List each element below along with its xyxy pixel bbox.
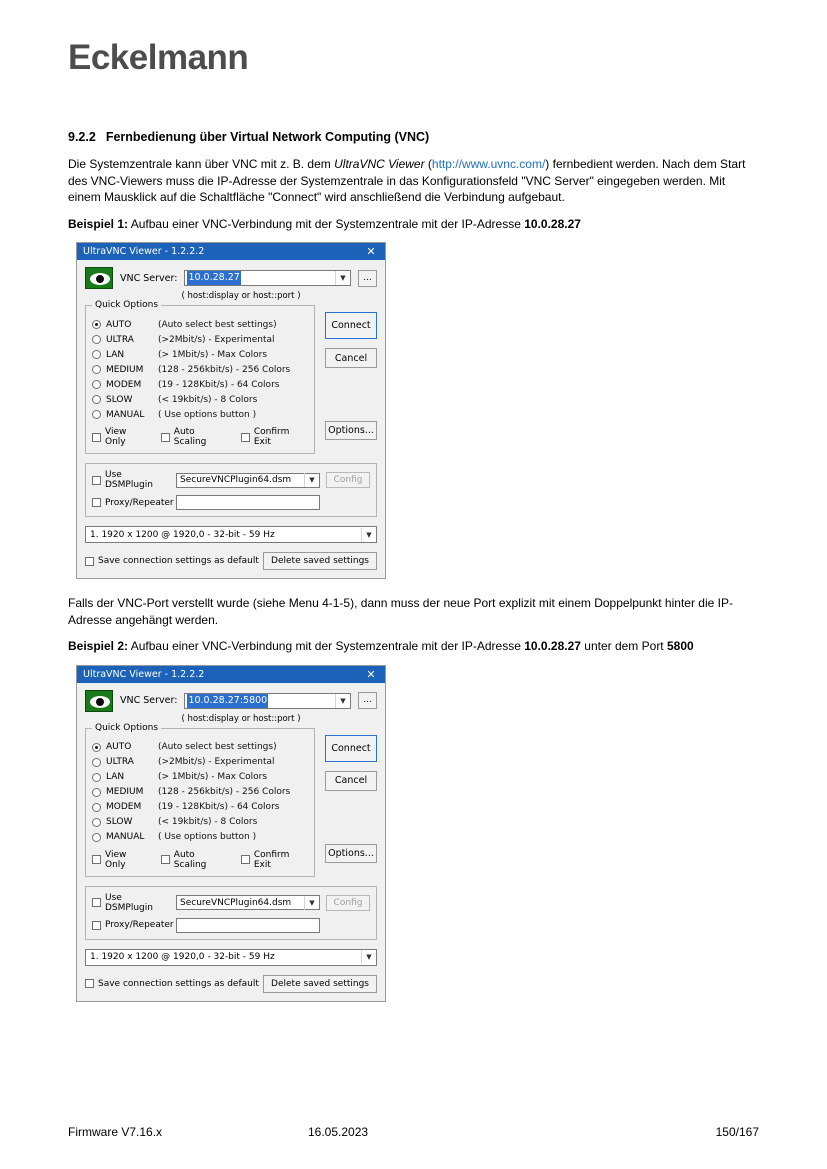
option-slow[interactable] <box>92 392 308 407</box>
example1-label: Beispiel 1: <box>68 216 129 231</box>
view-checkboxes <box>92 850 308 870</box>
option-ultra[interactable] <box>92 332 308 347</box>
vnc-viewer-dialog-2[interactable] <box>76 665 386 1002</box>
dsm-plugin-value: SecureVNCPlugin64.dsm <box>180 897 292 908</box>
proxy-row <box>92 918 370 933</box>
vnc-eye-icon <box>85 690 113 712</box>
server-input[interactable] <box>184 270 351 286</box>
checkbox-icon[interactable] <box>92 921 101 930</box>
option-label: SLOW <box>106 817 133 827</box>
dsm-plugin-select[interactable] <box>176 473 320 488</box>
radio-icon[interactable] <box>92 335 101 344</box>
option-medium[interactable] <box>92 362 308 377</box>
radio-icon[interactable] <box>92 818 101 827</box>
option-label: MANUAL <box>106 409 145 420</box>
display-select[interactable] <box>85 949 377 966</box>
dsm-plugin-label: Use DSMPlugin <box>105 892 153 913</box>
dsm-plugin-row <box>92 470 370 490</box>
option-manual[interactable] <box>92 830 308 845</box>
intro-text-3: ) fernbedient werden. Nach dem Start des VNC-Viewers muss die IP-Adresse der Systemzentrale in das Konfigurationsfeld "VNC Server" eingegeben werden. Mit einem Mausklick auf die Schaltfläche "Connect" wird anschließend die Verbindung aufgebaut. <box>68 157 746 204</box>
checkbox-icon[interactable] <box>85 557 94 566</box>
dialog-title: UltraVNC Viewer - 1.2.2.2 <box>83 668 205 680</box>
dialog-title: UltraVNC Viewer - 1.2.2.2 <box>83 246 205 257</box>
checkbox-label: View Only <box>105 849 127 870</box>
close-icon[interactable]: ✕ <box>366 667 376 681</box>
option-desc: (>2Mbit/s) - Experimental <box>158 757 275 767</box>
options-button[interactable]: Options... <box>325 421 377 440</box>
proxy-input[interactable] <box>176 495 320 510</box>
radio-icon[interactable] <box>92 803 101 812</box>
checkbox-save-settings[interactable] <box>85 979 259 989</box>
option-desc: (19 - 128Kbit/s) - 64 Colors <box>158 379 280 390</box>
option-lan[interactable] <box>92 347 308 362</box>
checkbox-view-only[interactable] <box>92 427 149 447</box>
radio-icon[interactable] <box>92 833 101 842</box>
dialog-titlebar <box>77 243 385 260</box>
chevron-down-icon[interactable]: ▼ <box>304 896 319 910</box>
checkbox-icon[interactable] <box>241 433 250 442</box>
radio-icon[interactable] <box>92 788 101 797</box>
option-desc: ( Use options button ) <box>158 409 257 420</box>
example2-text: Aufbau einer VNC-Verbindung mit der Systemzentrale mit der IP-Adresse <box>128 639 525 653</box>
intro-text-2: ( <box>424 157 432 171</box>
host-hint: ( host:display or host::port ) <box>181 713 301 724</box>
host-hint: ( host:display or host::port ) <box>181 291 301 301</box>
dialog-body <box>77 260 385 578</box>
example2-port: 5800 <box>666 639 694 653</box>
checkbox-label: Auto Scaling <box>173 427 207 447</box>
checkbox-save-settings[interactable] <box>85 556 259 566</box>
example1-paragraph <box>68 216 760 233</box>
delete-saved-settings-button[interactable]: Delete saved settings <box>263 552 377 570</box>
chevron-down-icon[interactable]: ▼ <box>361 528 376 542</box>
display-value: 1. 1920 x 1200 @ 1920,0 - 32-bit - 59 Hz <box>90 952 275 962</box>
checkbox-icon[interactable] <box>92 433 101 442</box>
plugin-box <box>85 886 377 940</box>
checkbox-icon[interactable] <box>85 979 94 988</box>
section-heading <box>68 130 760 144</box>
option-auto[interactable] <box>92 317 308 332</box>
intro-text-1: Die Systemzentrale kann über VNC mit z. B. dem <box>68 157 335 171</box>
close-icon[interactable]: ✕ <box>366 245 376 258</box>
vnc-eye-icon <box>85 267 113 289</box>
chevron-down-icon[interactable]: ▼ <box>335 694 350 708</box>
chevron-down-icon[interactable]: ▼ <box>335 271 350 285</box>
uvnc-link[interactable]: http://www.uvnc.com/ <box>431 157 546 171</box>
option-desc: (< 19kbit/s) - 8 Colors <box>158 817 258 827</box>
main-area <box>85 722 377 877</box>
option-medium[interactable] <box>92 785 308 800</box>
browse-button[interactable]: ... <box>358 692 377 709</box>
dsm-plugin-row <box>92 893 370 913</box>
footer-date: 16.05.2023 <box>308 1125 369 1139</box>
option-desc: (> 1Mbit/s) - Max Colors <box>158 349 268 360</box>
browse-button[interactable]: ... <box>358 270 377 287</box>
side-buttons <box>325 305 377 454</box>
checkbox-label: Confirm Exit <box>253 427 290 447</box>
checkbox-icon[interactable] <box>92 855 101 864</box>
option-ultra[interactable] <box>92 755 308 770</box>
checkbox-view-only[interactable] <box>92 850 149 870</box>
checkbox-use-dsmplugin[interactable] <box>92 893 170 913</box>
checkbox-icon[interactable] <box>161 855 170 864</box>
config-button: Config <box>326 472 370 488</box>
example2-paragraph <box>68 638 760 655</box>
server-row <box>85 690 377 712</box>
checkbox-confirm-exit[interactable] <box>241 850 308 870</box>
example1-text: Aufbau einer VNC-Verbindung mit der Systemzentrale mit der IP-Adresse <box>128 216 525 231</box>
server-label: VNC Server: <box>120 695 178 706</box>
option-slow[interactable] <box>92 815 308 830</box>
connect-button[interactable]: Connect <box>325 312 377 339</box>
option-lan[interactable] <box>92 770 308 785</box>
config-button: Config <box>326 895 370 911</box>
quick-options-title: Quick Options <box>92 723 161 733</box>
connect-button[interactable]: Connect <box>325 735 377 762</box>
radio-icon[interactable] <box>92 410 101 419</box>
dsm-plugin-select[interactable] <box>176 895 320 910</box>
cancel-button[interactable]: Cancel <box>325 348 377 368</box>
quick-options-title: Quick Options <box>92 300 161 310</box>
radio-icon[interactable] <box>92 365 101 374</box>
option-desc: (19 - 128Kbit/s) - 64 Colors <box>158 802 280 812</box>
option-label: LAN <box>106 349 125 360</box>
proxy-row <box>92 495 370 510</box>
display-select[interactable] <box>85 526 377 543</box>
checkbox-use-dsmplugin[interactable] <box>92 470 170 490</box>
checkbox-confirm-exit[interactable] <box>241 427 308 447</box>
chevron-down-icon[interactable]: ▼ <box>361 950 376 964</box>
footer-page-number: 150/167 <box>715 1125 759 1139</box>
cancel-button[interactable]: Cancel <box>325 771 377 791</box>
example2-mid: unter dem Port <box>580 639 667 653</box>
option-desc: (128 - 256kbit/s) - 256 Colors <box>158 364 291 375</box>
options-button[interactable]: Options... <box>325 844 377 863</box>
checkbox-icon[interactable] <box>92 498 101 507</box>
checkbox-icon[interactable] <box>161 433 170 442</box>
save-label: Save connection settings as default <box>98 978 259 989</box>
intro-italic: UltraVNC Viewer <box>334 157 425 171</box>
example2-ip: 10.0.28.27 <box>524 639 581 653</box>
display-value: 1. 1920 x 1200 @ 1920,0 - 32-bit - 59 Hz <box>90 529 275 540</box>
example1-ip: 10.0.28.27 <box>524 216 581 231</box>
option-label: SLOW <box>106 394 133 405</box>
save-label: Save connection settings as default <box>98 556 259 566</box>
main-area <box>85 300 377 454</box>
option-desc: (< 19kbit/s) - 8 Colors <box>158 394 258 405</box>
option-desc: ( Use options button ) <box>158 832 257 842</box>
checkbox-auto-scaling[interactable] <box>161 427 229 447</box>
middle-paragraph: Falls der VNC-Port verstellt wurde (siehe Menu 4-1-5), dann muss der neue Port explizit mit einem Doppelpunkt hinter die IP-Adresse angehängt werden. <box>68 596 733 627</box>
delete-saved-settings-button[interactable]: Delete saved settings <box>263 975 377 993</box>
radio-icon[interactable] <box>92 773 101 782</box>
option-label: LAN <box>106 772 125 782</box>
option-desc: (> 1Mbit/s) - Max Colors <box>158 772 268 782</box>
company-logo: Eckelmann <box>68 38 249 77</box>
footer-firmware: Firmware V7.16.x <box>68 1125 163 1139</box>
checkbox-icon[interactable] <box>92 476 101 485</box>
option-auto[interactable] <box>92 740 308 755</box>
section-title: Fernbedienung über Virtual Network Computing (VNC) <box>105 130 430 144</box>
radio-icon[interactable] <box>92 758 101 767</box>
checkbox-proxy-repeater[interactable] <box>92 920 174 930</box>
option-label: MODEM <box>106 802 142 812</box>
checkbox-label: Confirm Exit <box>253 849 290 870</box>
checkbox-label: View Only <box>105 427 127 447</box>
server-input-value: 10.0.28.27:5800 <box>188 694 268 706</box>
vnc-viewer-dialog-1[interactable] <box>76 242 386 579</box>
server-input[interactable] <box>184 693 351 709</box>
server-input-value: 10.0.28.27 <box>188 272 240 283</box>
checkbox-icon[interactable] <box>241 855 250 864</box>
dialog-titlebar <box>77 666 385 683</box>
proxy-label: Proxy/Repeater <box>105 497 174 508</box>
option-desc: (Auto select best settings) <box>158 319 277 330</box>
option-label: AUTO <box>106 742 132 752</box>
checkbox-auto-scaling[interactable] <box>161 850 229 870</box>
section-number: 9.2.2 <box>68 130 96 144</box>
example2-label: Beispiel 2: <box>68 639 129 653</box>
option-modem[interactable] <box>92 800 308 815</box>
page-footer <box>68 1125 759 1139</box>
bottom-row <box>85 552 377 570</box>
plugin-box <box>85 463 377 517</box>
server-row <box>85 267 377 289</box>
option-label: MEDIUM <box>106 787 144 797</box>
option-label: MODEM <box>106 379 142 390</box>
quick-options-group <box>85 300 315 454</box>
radio-icon[interactable] <box>92 395 101 404</box>
server-label: VNC Server: <box>120 272 178 284</box>
option-label: MEDIUM <box>106 364 144 375</box>
option-desc: (>2Mbit/s) - Experimental <box>158 334 275 345</box>
option-label: ULTRA <box>106 334 134 345</box>
quick-options-group <box>85 722 315 877</box>
bottom-row <box>85 975 377 993</box>
option-modem[interactable] <box>92 377 308 392</box>
option-label: AUTO <box>106 319 132 330</box>
document-content <box>68 130 760 1002</box>
option-label: ULTRA <box>106 757 134 767</box>
radio-icon[interactable] <box>92 320 101 329</box>
chevron-down-icon[interactable]: ▼ <box>304 473 319 487</box>
proxy-label: Proxy/Repeater <box>105 920 174 930</box>
option-label: MANUAL <box>106 832 145 842</box>
option-desc: (128 - 256kbit/s) - 256 Colors <box>158 787 291 797</box>
radio-icon[interactable] <box>92 743 101 752</box>
dsm-plugin-value: SecureVNCPlugin64.dsm <box>180 475 292 485</box>
view-checkboxes <box>92 427 308 447</box>
checkbox-proxy-repeater[interactable] <box>92 497 174 508</box>
proxy-input[interactable] <box>176 918 320 933</box>
checkbox-label: Auto Scaling <box>173 849 207 870</box>
dialog-body <box>77 683 385 1001</box>
intro-paragraph <box>68 156 760 206</box>
option-desc: (Auto select best settings) <box>158 742 277 752</box>
option-manual[interactable] <box>92 407 308 422</box>
checkbox-icon[interactable] <box>92 898 101 907</box>
dsm-plugin-label: Use DSMPlugin <box>105 470 153 490</box>
radio-icon[interactable] <box>92 380 101 389</box>
radio-icon[interactable] <box>92 350 101 359</box>
side-buttons <box>325 728 377 877</box>
